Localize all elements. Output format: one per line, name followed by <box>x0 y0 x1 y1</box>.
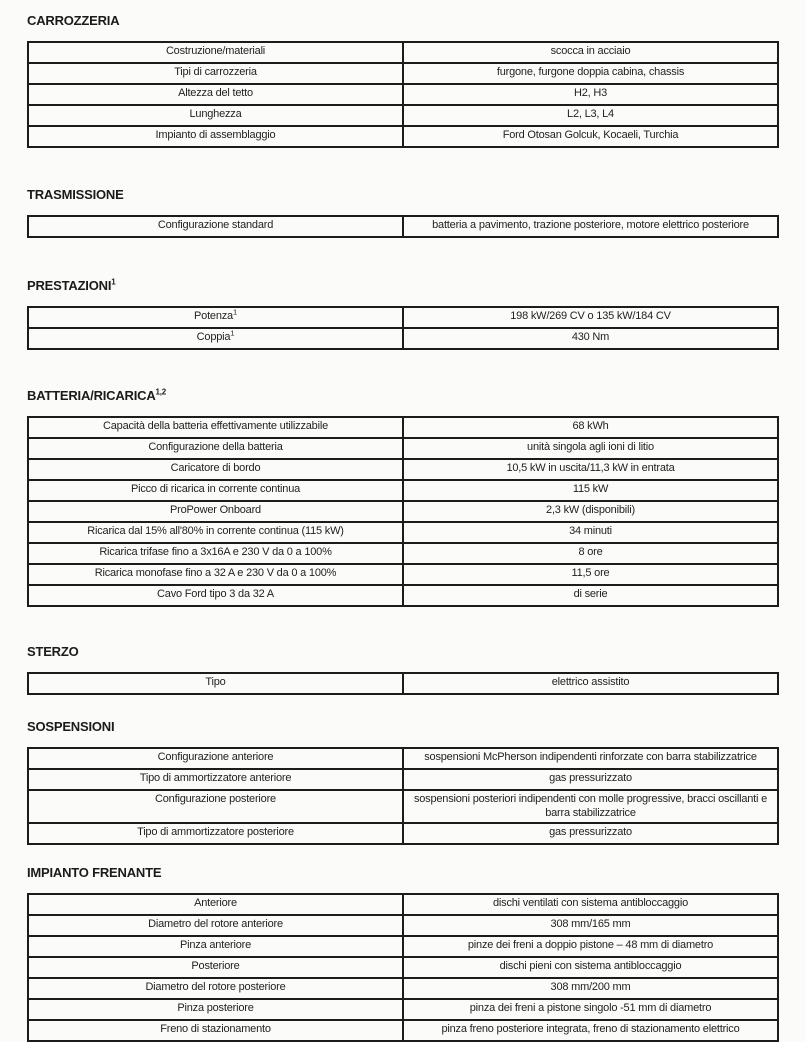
spec-value: 430 Nm <box>571 331 610 343</box>
spec-label-cell-text: Posteriore <box>191 960 240 972</box>
spec-section <box>27 719 779 845</box>
spec-section <box>27 388 779 607</box>
spec-value: sospensioni posteriori indipendenti con molle progressive, bracci oscillanti e barra stabilizzatrice <box>413 793 768 819</box>
table-row <box>28 216 778 237</box>
spec-value: sospensioni McPherson indipendenti rinforzate con barra stabilizzatrice <box>424 751 757 763</box>
spec-label-cell <box>28 823 403 844</box>
spec-label-cell <box>28 936 403 957</box>
spec-label-cell-text: Anteriore <box>194 897 237 909</box>
table-row <box>28 978 778 999</box>
spec-value: elettrico assistito <box>551 676 630 688</box>
table-row <box>28 564 778 585</box>
spec-value: 10,5 kW in uscita/11,3 kW in entrata <box>506 462 675 474</box>
spec-label-cell-text: Tipo di ammortizzatore posteriore <box>137 826 294 838</box>
spec-value-cell <box>403 417 778 438</box>
spec-label-cell-text: Pinza anteriore <box>180 939 251 951</box>
section-title <box>27 865 779 880</box>
section-title-sup: 1 <box>111 277 116 287</box>
table-row <box>28 748 778 769</box>
spec-value-cell <box>403 769 778 790</box>
table-row <box>28 894 778 915</box>
spec-table <box>27 893 779 1042</box>
spec-value-cell <box>403 84 778 105</box>
spec-value: 11,5 ore <box>571 567 610 579</box>
spec-table-body <box>28 307 778 349</box>
spec-table <box>27 306 779 350</box>
spec-value-cell <box>403 63 778 84</box>
spec-label-cell <box>28 957 403 978</box>
section-title-text: IMPIANTO FRENANTE <box>27 865 162 880</box>
spec-table-body <box>28 216 778 237</box>
spec-value: 8 ore <box>578 546 603 558</box>
spec-value-cell <box>403 936 778 957</box>
spec-label-cell-text: Caricatore di bordo <box>170 462 261 474</box>
table-row <box>28 459 778 480</box>
table-row <box>28 328 778 349</box>
spec-label-cell-text: Tipo di ammortizzatore anteriore <box>139 772 292 784</box>
spec-label-cell <box>28 501 403 522</box>
spec-label-cell <box>28 564 403 585</box>
spec-value: 198 kW/269 CV o 135 kW/184 CV <box>510 310 671 322</box>
spec-label-cell <box>28 480 403 501</box>
spec-table <box>27 747 779 845</box>
spec-label-cell-text: Ricarica dal 15% all'80% in corrente continua (115 kW) <box>87 525 344 537</box>
spec-label-cell-text: Cavo Ford tipo 3 da 32 A <box>157 588 274 600</box>
spec-label-cell-text: Picco di ricarica in corrente continua <box>130 483 301 495</box>
spec-label-cell <box>28 438 403 459</box>
table-row <box>28 999 778 1020</box>
spec-label-cell <box>28 105 403 126</box>
table-row <box>28 42 778 63</box>
spec-value: 2,3 kW (disponibili) <box>546 504 635 516</box>
table-row <box>28 673 778 694</box>
spec-label-cell-text: Configurazione della batteria <box>148 441 283 453</box>
spec-value: pinza freno posteriore integrata, freno di stazionamento elettrico <box>441 1023 740 1035</box>
spec-value: H2, H3 <box>573 87 608 99</box>
spec-label-cell-text: Coppia <box>196 331 231 343</box>
spec-value: pinze dei freni a doppio pistone – 48 mm di diametro <box>467 939 714 951</box>
spec-value: unità singola agli ioni di litio <box>527 441 654 453</box>
spec-label-cell-text: Configurazione posteriore <box>155 793 276 805</box>
spec-label-cell-text: Potenza <box>194 310 233 322</box>
section-title <box>27 13 779 28</box>
table-row <box>28 957 778 978</box>
spec-label-cell-text: Freno di stazionamento <box>160 1023 271 1035</box>
spec-value-cell <box>403 748 778 769</box>
table-row <box>28 126 778 147</box>
spec-value: furgone, furgone doppia cabina, chassis <box>496 66 685 78</box>
table-row <box>28 63 778 84</box>
spec-value: di serie <box>573 588 608 600</box>
section-title-text: STERZO <box>27 644 79 659</box>
spec-value-cell <box>403 564 778 585</box>
spec-label-cell-text: Altezza del tetto <box>178 87 253 99</box>
section-title-text: PRESTAZIONI <box>27 278 112 293</box>
spec-label-cell <box>28 543 403 564</box>
spec-value-cell <box>403 978 778 999</box>
spec-label-cell <box>28 84 403 105</box>
spec-label-cell <box>28 459 403 480</box>
table-row <box>28 84 778 105</box>
spec-label-cell <box>28 63 403 84</box>
table-row <box>28 543 778 564</box>
spec-section <box>27 644 779 695</box>
spec-table-body <box>28 673 778 694</box>
spec-sheet <box>27 13 779 1042</box>
section-title-text: TRASMISSIONE <box>27 187 124 202</box>
spec-table-body <box>28 894 778 1041</box>
spec-label-cell <box>28 769 403 790</box>
spec-label-cell <box>28 216 403 237</box>
spec-label-cell-text: Lunghezza <box>189 108 242 120</box>
section-title <box>27 644 779 659</box>
table-row <box>28 790 778 823</box>
spec-label-cell-text: Ricarica trifase fino a 3x16A e 230 V da 0 a 100% <box>99 546 332 558</box>
spec-value-cell <box>403 894 778 915</box>
spec-label-cell <box>28 417 403 438</box>
spec-label-cell-text: Tipi di carrozzeria <box>174 66 257 78</box>
spec-value-cell <box>403 501 778 522</box>
spec-value: 115 kW <box>572 483 609 495</box>
table-row <box>28 438 778 459</box>
spec-section <box>27 865 779 1042</box>
spec-label-cell <box>28 42 403 63</box>
spec-label-cell-text: Pinza posteriore <box>177 1002 254 1014</box>
spec-label-cell <box>28 978 403 999</box>
spec-value-cell <box>403 543 778 564</box>
spec-value-cell <box>403 307 778 328</box>
section-title <box>27 388 779 403</box>
spec-label-cell-text: Configurazione standard <box>157 219 274 231</box>
spec-label-cell <box>28 790 403 823</box>
spec-label-cell <box>28 915 403 936</box>
spec-table <box>27 672 779 695</box>
section-title <box>27 278 779 293</box>
spec-value-cell <box>403 480 778 501</box>
section-title-text: SOSPENSIONI <box>27 719 115 734</box>
spec-value-cell <box>403 105 778 126</box>
spec-section <box>27 187 779 238</box>
spec-label-cell-text: Configurazione anteriore <box>157 751 274 763</box>
section-title-text: CARROZZERIA <box>27 13 120 28</box>
spec-value: pinza dei freni a pistone singolo -51 mm di diametro <box>469 1002 712 1014</box>
table-row <box>28 823 778 844</box>
table-row <box>28 480 778 501</box>
spec-label-cell <box>28 328 403 349</box>
section-title <box>27 187 779 202</box>
table-row <box>28 936 778 957</box>
spec-value: scocca in acciaio <box>550 45 631 57</box>
spec-label-cell-text: Capacità della batteria effettivamente utilizzabile <box>102 420 328 432</box>
spec-value: 308 mm/165 mm <box>550 918 631 930</box>
spec-value-cell <box>403 915 778 936</box>
spec-value: dischi ventilati con sistema antibloccaggio <box>492 897 688 909</box>
table-row <box>28 522 778 543</box>
spec-value: 34 minuti <box>569 525 612 537</box>
table-row <box>28 769 778 790</box>
section-title <box>27 719 779 734</box>
spec-value: gas pressurizzato <box>549 826 632 838</box>
table-row <box>28 417 778 438</box>
spec-value-cell <box>403 328 778 349</box>
spec-value: Ford Otosan Golcuk, Kocaeli, Turchia <box>502 129 679 141</box>
spec-label-cell <box>28 126 403 147</box>
spec-table <box>27 41 779 148</box>
spec-label-sup: 1 <box>230 328 235 338</box>
spec-section <box>27 278 779 350</box>
spec-value-cell <box>403 126 778 147</box>
table-row <box>28 585 778 606</box>
spec-label-cell-text: Diametro del rotore anteriore <box>148 918 283 930</box>
table-row <box>28 105 778 126</box>
spec-label-cell <box>28 522 403 543</box>
table-row <box>28 501 778 522</box>
spec-label-cell <box>28 673 403 694</box>
spec-value-cell <box>403 1020 778 1041</box>
spec-value: batteria a pavimento, trazione posteriore, motore elettrico posteriore <box>432 219 749 231</box>
spec-table-body <box>28 748 778 844</box>
table-row <box>28 1020 778 1041</box>
spec-label-cell <box>28 307 403 328</box>
spec-value: 68 kWh <box>572 420 609 432</box>
spec-label-cell-text: Ricarica monofase fino a 32 A e 230 V da 0 a 100% <box>94 567 337 579</box>
spec-value: L2, L3, L4 <box>567 108 614 120</box>
spec-label-cell <box>28 1020 403 1041</box>
spec-label-cell <box>28 999 403 1020</box>
table-row <box>28 915 778 936</box>
spec-label-cell-text: Tipo <box>205 676 226 688</box>
spec-label-cell <box>28 585 403 606</box>
spec-label-cell <box>28 894 403 915</box>
spec-value-cell <box>403 823 778 844</box>
spec-value-cell <box>403 673 778 694</box>
spec-value-cell <box>403 957 778 978</box>
spec-value-cell <box>403 216 778 237</box>
spec-label-cell-text: Diametro del rotore posteriore <box>145 981 286 993</box>
spec-value-cell <box>403 999 778 1020</box>
spec-label-cell-text: ProPower Onboard <box>170 504 261 516</box>
spec-label-sup: 1 <box>232 307 237 317</box>
section-title-text: BATTERIA/RICARICA <box>27 388 156 403</box>
spec-label-cell <box>28 748 403 769</box>
spec-section <box>27 13 779 148</box>
spec-table <box>27 215 779 238</box>
spec-table <box>27 416 779 607</box>
spec-value-cell <box>403 522 778 543</box>
spec-table-body <box>28 417 778 606</box>
spec-label-cell-text: Costruzione/materiali <box>165 45 266 57</box>
spec-value: dischi pieni con sistema antibloccaggio <box>499 960 682 972</box>
table-row <box>28 307 778 328</box>
spec-value: 308 mm/200 mm <box>550 981 631 993</box>
section-title-sup: 1,2 <box>155 387 167 397</box>
spec-value-cell <box>403 459 778 480</box>
spec-value-cell <box>403 42 778 63</box>
spec-label-cell-text: Impianto di assemblaggio <box>155 129 276 141</box>
spec-value-cell <box>403 790 778 823</box>
spec-value-cell <box>403 438 778 459</box>
spec-value: gas pressurizzato <box>549 772 632 784</box>
spec-value-cell <box>403 585 778 606</box>
spec-table-body <box>28 42 778 147</box>
